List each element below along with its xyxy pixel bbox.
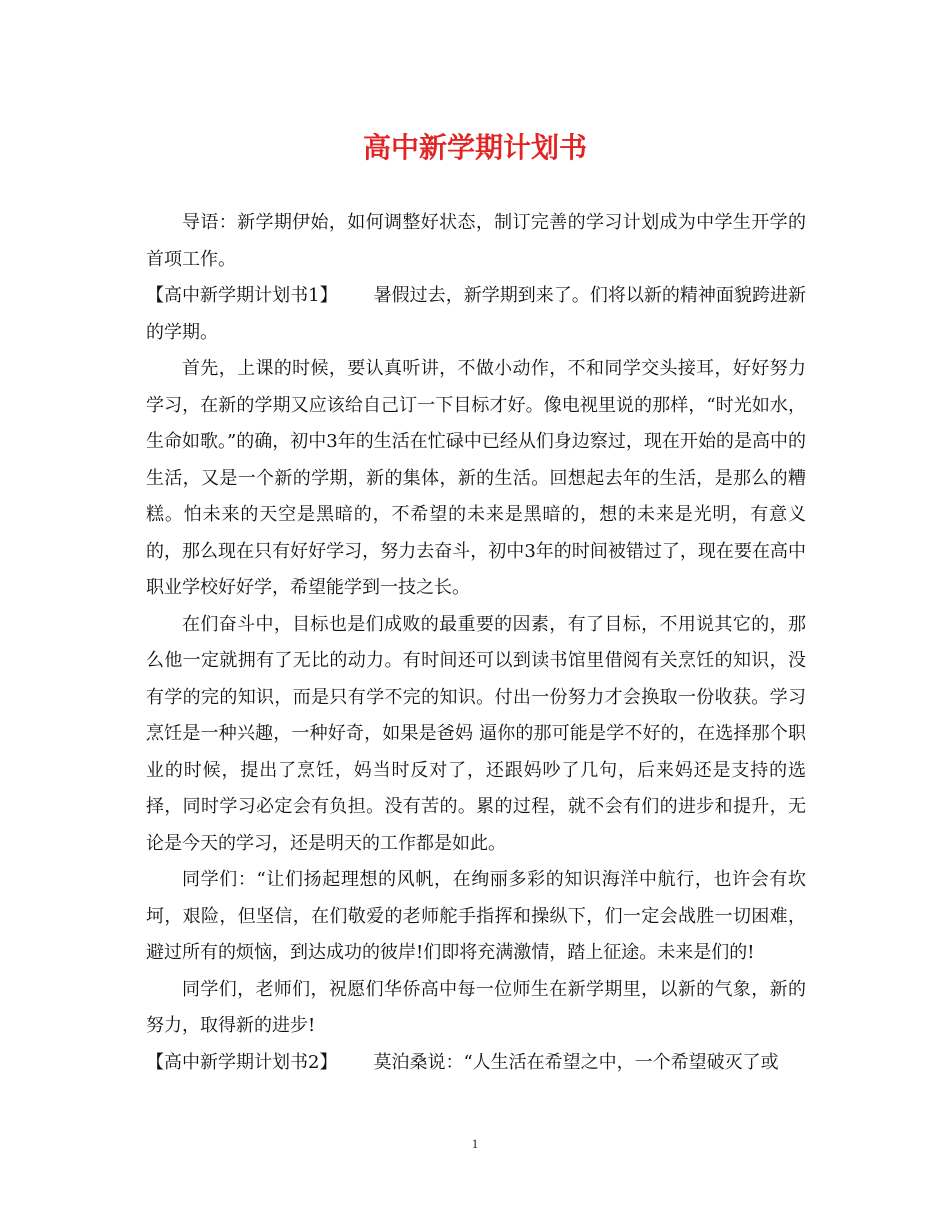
section-text: 暑假过去，新学期到来了。们将以新的精神面貌跨进新的学期。 xyxy=(146,285,806,343)
section-heading-2 xyxy=(146,1045,806,1082)
paragraph: 同学们：“让们扬起理想的风帆，在绚丽多彩的知识海洋中航行，也许会有坎坷，艰险，但坚信，在们敬爱的老师舵手指挥和操纵下，们一定会战胜一切困难，避过所有的烦恼，到达成功的彼岸!们即将充满激情，踏上征途。未来是们的! xyxy=(146,869,806,963)
section-label: 【高中新学期计划书2】 xyxy=(146,1051,338,1073)
document-body xyxy=(146,205,806,1081)
page-number: 1 xyxy=(471,1136,479,1151)
section-heading-1 xyxy=(146,278,806,351)
paragraph: 首先，上课的时候，要认真听讲，不做小动作，不和同学交头接耳，好好努力学习，在新的学期又应该给自己订一下目标才好。像电视里说的那样，“时光如水，生命如歌。”的确，初中3年的生活在忙碌中已经从们身边察过，现在开始的是高中的生活，又是一个新的学期，新的集体，新的生活。回想起去年的生活，是那么的糟糕。怕未来的天空是黑暗的，不希望的未来是黑暗的，想的未来是光明，有意义的，那么现在只有好好学习，努力去奋斗，初中3年的时间被错过了，现在要在高中职业学校好好学，希望能学到一技之长。 xyxy=(146,358,806,598)
paragraph-intro: 导语：新学期伊始，如何调整好状态，制订完善的学习计划成为中学生开学的首项工作。 xyxy=(146,212,806,270)
paragraph: 同学们，老师们，祝愿们华侨高中每一位师生在新学期里，以新的气象，新的努力，取得新的进步! xyxy=(146,978,806,1036)
document-title: 高中新学期计划书 xyxy=(362,131,587,164)
paragraph: 在们奋斗中，目标也是们成败的最重要的因素，有了目标，不用说其它的，那么他一定就拥有了无比的动力。有时间还可以到读书馆里借阅有关烹饪的知识，没有学的完的知识，而是只有学不完的知识。付出一份努力才会换取一份收获。学习烹饪是一种兴趣，一种好奇，如果是爸妈 逼你的那可能是学不好的，在选择那个职业的时候，提出了烹饪，妈当时反对了，还跟妈吵了几句，后来妈还是支持的选择，同时学习必定会有负担。没有苦的。累的过程，就不会有们的进步和提升，无论是今天的学习，还是明天的工作都是如此。 xyxy=(146,613,806,854)
section-label: 【高中新学期计划书1】 xyxy=(146,285,338,306)
section-text: 莫泊桑说：“人生活在希望之中，一个希望破灭了或 xyxy=(373,1051,779,1073)
